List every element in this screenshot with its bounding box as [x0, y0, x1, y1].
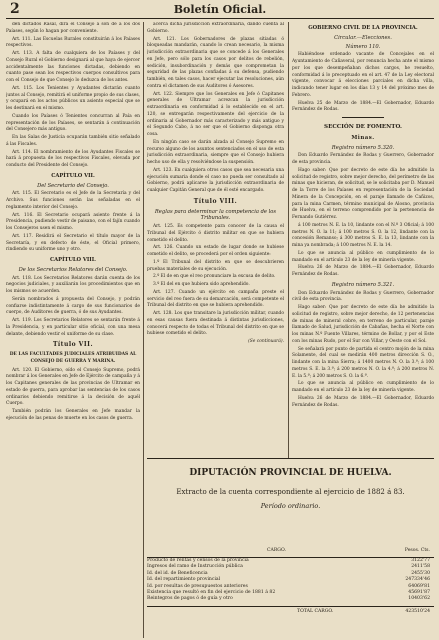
- paragraph: Don Eduardo Fernández de Rodas y Guerrero, Gobernador civil de esta provincia.: [292, 290, 434, 303]
- publication-title: Boletín Oficial.: [173, 3, 267, 16]
- row-label: Producto de rentas y censos de la provincia: [147, 558, 249, 563]
- paragraph: Habiéndose ordenado vacante de Concejales en el Ayuntamiento de Cañaveral, por renuncia hecha ante el mismo por los que desempeñaban dichos cargos, he resuelto, conformidad á lo preceptuado en el art. 47 de la Ley electoral vigente, convocar á elecciones parciales en dicha villa, indicando tener lugar en los días 13 y 14 del próximo mes de Febrero.: [292, 52, 434, 98]
- row-label: Ingresos del ramo de Instrucción pública: [147, 564, 243, 570]
- diputacion-subtitle: Extracto de la cuenta correspondiente al ejercicio de 1882 á 83.: [176, 488, 405, 496]
- title-subheading: DE LAS FACULTADES JUDICIALES ATRIBUIDAS AL CONSEJO DE GUERRA Y MARINA.: [9, 352, 137, 364]
- table-row: [147, 596, 434, 602]
- paragraph: den dictados Rasal, dirá el Consejo á son de á los dos Paíases, según lo hagan por conveniente.: [6, 22, 140, 34]
- diputacion-section: [147, 468, 434, 638]
- section-heading: SECCIÓN DE FOMENTO.: [324, 124, 402, 130]
- paragraph: Art. 117. Residirá el Secretario el título mayor de la Secretaría, y en defecto de éste, el Oficial primero, rindiendo su uniforme uno y otro.: [6, 233, 140, 253]
- paragraph: Huelva 26 de Marzo de 1884.—El Gobernador, Eduardo Fernández de Rodas.: [292, 265, 434, 277]
- row-value: 2411'58: [411, 564, 430, 570]
- paragraph: Huelva 25 de Marzo de 1884.—El Gobernador, Eduardo Fernández de Rodas.: [292, 100, 434, 113]
- title-heading: Título VIII.: [193, 197, 238, 205]
- row-label: Existencia que resultó en fin del ejercicio de 1881 á 82: [147, 589, 276, 595]
- section-divider: [147, 458, 434, 459]
- chapter-heading: CAPÍTULO VIII.: [50, 257, 96, 263]
- diputacion-title: DIPUTACIÓN PROVINCIAL DE HUELVA.: [189, 468, 392, 478]
- row-value: 247334'46: [405, 577, 430, 583]
- row-value: 45691'87: [408, 589, 430, 595]
- column-divider: [143, 22, 144, 638]
- paragraph: Art. 126. Cuando un estado de lugar donde se hubiese cometido el delito, se procederá por el orden siguiente:: [147, 245, 284, 257]
- paragraph: Don Eduardo Fernández de Rodas y Guerrero, Gobernador de esta provincia.: [292, 153, 434, 165]
- paragraph: Se señalará por punto de partida el centro mojón de la mina Solamente, del cual se medirán 400 metros dirección S. O., lindante con la mina Sierra; á 1400 metros N. O. la 3.ª; á 100 metros S. E. la 3.ª; á 200 metros N. O. la 4.ª; á 200 metros N. E. la 5.ª; á 200 metros S. O. la 6.ª.: [292, 346, 434, 379]
- page-header: [6, 2, 434, 19]
- pesos-header: Pesos. Cts.: [404, 548, 430, 553]
- registry-number: Registro número 5.320.: [331, 144, 395, 151]
- chapter-heading: CAPÍTULO VII.: [51, 172, 95, 179]
- paragraph: Art. 114. El nombramiento de los Ayudantes Fiscales se hará á propuesta de los respectivos Fiscales, elevada por conducto del Presidente del Consejo.: [6, 149, 140, 168]
- paragraph: á 100 metros N. E. la 10, lindante con el N.º 3 Oficial; á 100 metros N. O. la 11; á 100 metros S. O. la 12, lindante con la concesión Remanso; á 300 metros S. E. la 13, lindante con la mina ya nombrada; á 100 metros N. E. la 14.: [292, 222, 434, 248]
- total-value: 423510'24: [405, 608, 430, 614]
- notice-number: Número 110.: [345, 43, 381, 50]
- paragraph: Art. 127. Cuando un ejército en campaña preste el servicio del reo fuera de su demarcación, será competente el Tribunal del distrito en que se hubiera aprehendido.: [147, 289, 284, 309]
- total-label: TOTAL CARGO.: [297, 608, 334, 614]
- paragraph: acerca dicha jurisdicción extraordinaria, dando cuenta al Gobierno.: [147, 22, 284, 34]
- continuation-note: (Se continuará).: [248, 339, 284, 344]
- paragraph: Art. 122. Siempre que los Generales en Jefe ó Capitanes generales de Ultramar acrezcan la jurisdicción extraordinaria en conformidad á lo establecido en el art. 120, se entregarán respectivamente del ejercicio de la ordinaria al Gobernador más caracterizado y más antiguo y el Segundo Cabo, á no ser que el Gobierno disponga otra cosa.: [147, 91, 284, 137]
- column-2: [147, 22, 284, 464]
- row-value: 64069'81: [408, 583, 430, 589]
- paragraph: Hago saber: Que por decreto de este día he admitido la solicitud de registro, sobre mejor derecho, del perímetro de las minas que hicieran, de solicitud, se le solicitaba por D. Manuel de la Torre de los Paíases en representación de la Sociedad Minera de la Concepción, en el paraje llamado de Cañizos, para la mina Carmen, término municipal de Alosno, provincia de Huelva, en el terreno comprendido por la pertenencia de Fernando Gutiérrez.: [292, 167, 434, 220]
- chapter-subheading: De los Secretarios Relatores del Consejo.: [18, 266, 128, 273]
- registry-number: Registro número 5.321.: [331, 281, 395, 288]
- paragraph: Art. 119. Los Secretarios Relatores se sentarán frente á la Presidencia, y en particular sitio oficial, con una mesa delante, debiendo vestir el uniforme de su clase.: [6, 318, 140, 337]
- paragraph: Huelva 26 de Marzo de 1884.—El Gobernador, Eduardo Fernández de Rodas.: [292, 395, 434, 408]
- total-row: [147, 606, 434, 616]
- row-label: Id. del repartimiento provincial: [147, 577, 221, 583]
- paragraph: Lo que se anuncia al público en cumplimiento de lo mandado en el artículo 23 de la ley de minería vigente.: [292, 250, 434, 263]
- paragraph: En ningún caso se darán alzada al Consejo Supremo en recurso alguno de los asuntos sentenciados en el uso de esta jurisdicción extraordinaria, siempre que el Consejo hubiera hecho uso de ella y resolviéndose la suspensión.: [147, 139, 284, 165]
- column-1: [6, 22, 140, 638]
- row-label: Id. del id. de Beneficencia: [147, 570, 208, 576]
- section-subheading: Circular.—Elecciones.: [334, 34, 392, 41]
- column-divider: [288, 22, 289, 458]
- paragraph: Art. 115. El Secretario es el Jefe de la Secretaría y del Archivo. Sus funciones serán las señaladas en el reglamento interior del Consejo.: [6, 191, 140, 210]
- divider: [342, 117, 385, 118]
- paragraph: Art. 123. En cualquiera otros casos que sea necesaria una ejecución sumaria donde el caso no pueda ser consultado al Gobierno, podrá aplicarse la jurisdicción extraordinaria de cualquier Capitán General que de él esté encargado.: [147, 167, 284, 193]
- paragraph: Cuando los Paíases ó Tenientes concurran al Paía en representación de los Paíases, se sentarán á continuación del Consejero más antiguo.: [6, 113, 140, 133]
- row-value: 10403'62: [408, 596, 430, 602]
- paragraph: 3.º El del en que hubiera sido aprehendido.: [153, 282, 250, 287]
- paragraph: Art. 121. Los Gobernadores de plazas sitiadas ó bloqueadas mandarán, cuando lo crean necesario, la misma jurisdicción extraordinaria que se concede á los Generales en Jefe, pero sólo para los casos por delitos de rebelión, sedición, insubordinación y demás que comprometan la seguridad de las plazas confiadas á su defensa, pudiendo también, en tales casos, hacer ejecutar las resoluciones, aún contra el dictamen de sus Auditores ó Asesores.: [147, 36, 284, 89]
- paragraph: Serán nombrados á propuesta del Consejo, y podrán confiarse indistintamente á cargo de sus funcionarios de cuerpo, de Auditores de guerra, ó de sus Ayudantes.: [6, 296, 140, 316]
- paragraph: Art. 125. Es competente para conocer de la causa el Tribunal del Ejército ó distrito militar en que se hubiera cometido el delito.: [147, 224, 284, 243]
- title-heading: Título VII.: [52, 341, 94, 349]
- chapter-subheading: Del Secretario del Consejo.: [37, 182, 109, 189]
- paragraph: También podrán los Generales en Jefe mandar la ejecución de las penas de muerte en los casos de guerra.: [6, 409, 140, 421]
- paragraph: Art. 128. Los que transitare la jurisdicción militar, cuando en esas causas fuera destinada á distintas jurisdicciones, conocerá respecto de todas el Tribunal del distrito en que se hubiese cometido el delito.: [147, 311, 284, 337]
- section-heading: GOBIERNO CIVIL DE LA PROVINCIA.: [308, 25, 418, 31]
- account-table: [147, 548, 434, 616]
- paragraph: Art. 113. A falta de cualquiera de los Paíases y del Consejo Rural el Gobierno designará al que haya de ejercer accidentalmente las funciones dictadas, debiendo en cuanto pase sean los respectivos cuerpos consultivos para con el Consejo de que Consejo lo deduzca de los antes.: [6, 51, 140, 83]
- page-number: 2: [10, 1, 20, 17]
- row-label: Id. por resultas de presupuestos anteriores: [147, 583, 248, 589]
- paragraph: En las Salas de Justicia ocuparán también sitio señalado á las Fiscales.: [6, 135, 140, 147]
- paragraph: Art. 115. Los Tenientes y Ayudantes dictarán cuanto juntos al Consejo, remitirá el uniforme propio de sus clases, y ocupará en los actos públicos un asiento especial que se les destinará en el mismo.: [6, 85, 140, 111]
- paragraph: Hago saber: Que por decreto de este día he admitido la solicitud de registro, sobre mejor derecho, de 12 pertenencias de minas de mineral cobre, en terreno de particular, paraje llamado de Salud, jurisdicción de Cabañas, hecha el Norte con los minas N.º Fuente Villares, término de Bollar, y por el Este con los minas Rudo, por el Sur con Villar, y Oeste con el Sol.: [292, 305, 434, 344]
- paragraph: Art. 116. El Secretario ocupará asiento frente á la Presidencia, pudiendo vestir de paisano, con el fajín cuando los Consejeros usen el mismo.: [6, 212, 140, 231]
- paragraph: Art. 111. Las Escuelas Rurales constituirán á los Paíases respectivos.: [6, 36, 140, 49]
- row-value: 2455'30: [411, 570, 430, 576]
- paragraph: Art. 118. Los Secretarios Relatores darán cuenta de los negocios judiciales, y auxiliarán los procedimientos que en los mismos se acuerden.: [6, 275, 140, 294]
- paragraph: Art. 120. El Gobierno, oído el Consejo Supremo, podrá nombrar á los Generales en Jefe de Ejército de campaña y á los Capitanes generales de las provincias de Ultramar en estado de guerra, para aprobar las sentencias de los casos ordinarios debiendo remitirse á la decisión de aquél Cuerpo.: [6, 367, 140, 407]
- paragraph: Lo que se anuncia al público en cumplimiento de lo mandado en el artículo 23 de la ley de minería vigente.: [292, 381, 434, 393]
- diputacion-period: Período ordinario.: [260, 502, 321, 510]
- table-body: [147, 558, 434, 603]
- paragraph: 2.º El de en que el reo pronunciare la excusa de delito.: [153, 274, 276, 280]
- section-subheading: Minas.: [351, 134, 375, 141]
- column-3: [292, 22, 434, 464]
- row-label: Reintegros de pagos ó de guía y otro: [147, 596, 233, 602]
- title-subheading: Reglas para determinar la competencia de los Tribunales.: [154, 208, 277, 222]
- cargo-header: CARGO.: [267, 548, 286, 553]
- row-value: 3122'77: [411, 558, 430, 563]
- paragraph: 1.º El Tribunal del distrito en que se descubrieren pruebas materiales de su ejecución.: [147, 259, 284, 272]
- table-header: [147, 548, 434, 558]
